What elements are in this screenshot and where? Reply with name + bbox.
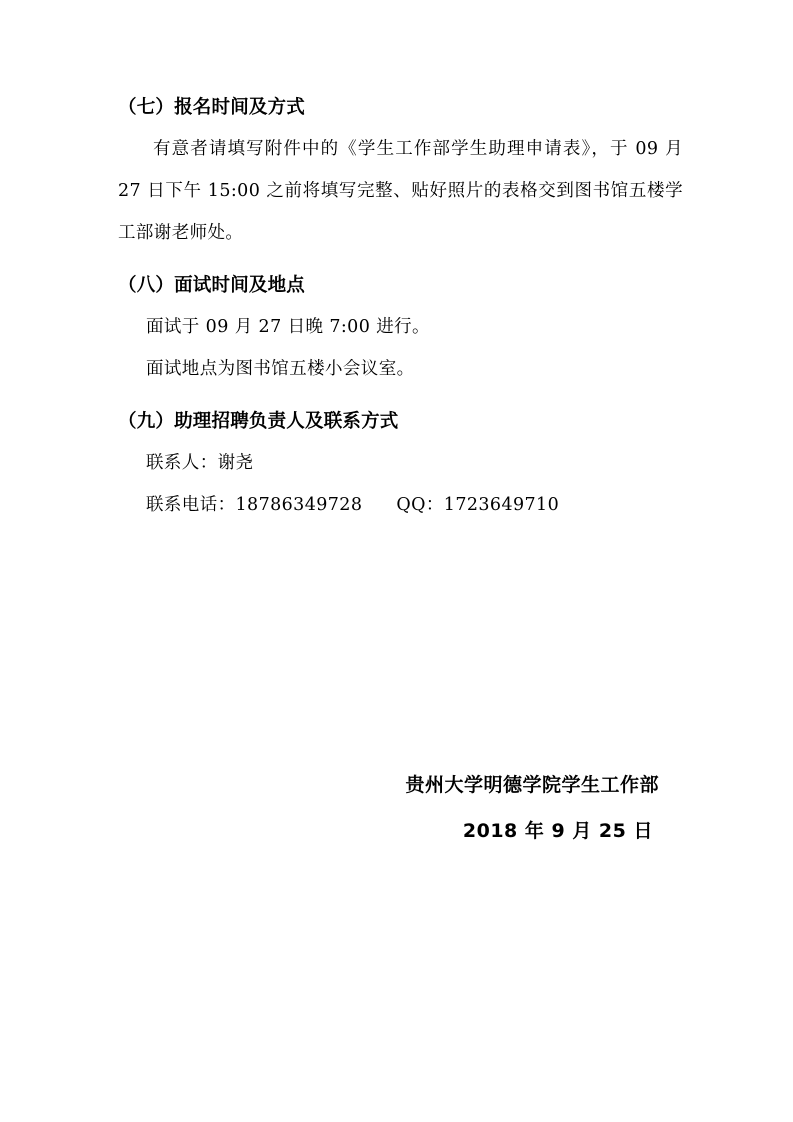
signature-block	[118, 762, 683, 854]
phone-value: 18786349728	[235, 495, 363, 515]
signature-date: 2018 年 9 月 25 日	[462, 820, 653, 842]
section-heading-8: （八）面试时间及地点	[118, 275, 306, 296]
signature-organization: 贵州大学明德学院学生工作部	[405, 774, 659, 796]
section-9-contact-person: 联系人：谢尧	[146, 453, 254, 473]
section-9-contact-details	[118, 484, 683, 526]
phone-label: 联系电话：	[146, 495, 236, 515]
document-body	[118, 88, 683, 854]
section-heading-9: （九）助理招聘负责人及联系方式	[118, 411, 399, 432]
section-8-paragraph-2: 面试地点为图书馆五楼小会议室。	[146, 359, 415, 379]
section-7-paragraph-1: 有意者请填写附件中的《学生工作部学生助理申请表》，于 09 月 27 日下午 15:00 之前将填写完整、贴好照片的表格交到图书馆五楼学工部谢老师处。	[118, 139, 683, 243]
qq-value: 1723649710	[443, 495, 560, 515]
qq-label: QQ：	[396, 495, 444, 515]
section-8-paragraph-1: 面试于 09 月 27 日晚 7:00 进行。	[146, 317, 430, 337]
section-heading-7: （七）报名时间及方式	[118, 97, 306, 118]
